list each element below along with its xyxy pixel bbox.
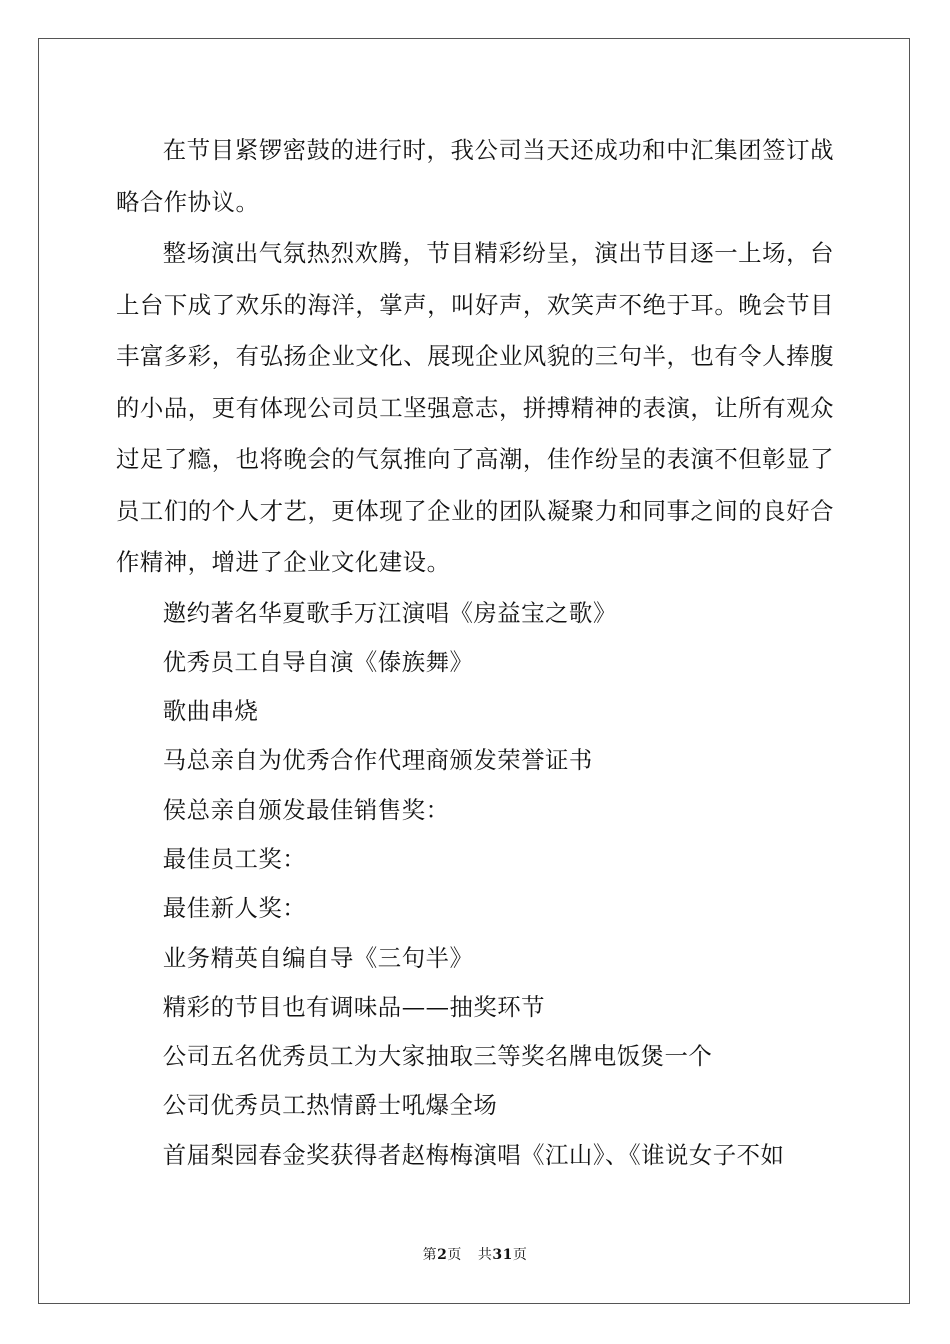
text-line: 公司优秀员工热情爵士吼爆全场 <box>162 1091 498 1120</box>
paragraph: 在节目紧锣密鼓的进行时，我公司当天还成功和中汇集团签订战略合作协议。 <box>116 136 834 216</box>
text-line: 侯总亲自颁发最佳销售奖： <box>162 795 450 824</box>
text-line: 优秀员工自导自演《傣族舞》 <box>162 647 474 676</box>
total-pages-label <box>478 1247 527 1263</box>
text-line: 马总亲自为优秀合作代理商颁发荣誉证书 <box>162 746 593 775</box>
page-number-label <box>423 1247 462 1263</box>
text-line: 首届梨园春金奖获得者赵梅梅演唱《江山》、《谁说女子不如 <box>162 1140 785 1169</box>
page-prefix: 第 <box>422 1247 438 1263</box>
text-line: 业务精英自编自导《三句半》 <box>162 943 474 972</box>
page-footer <box>0 1246 950 1264</box>
paragraph: 整场演出气氛热烈欢腾，节目精彩纷呈，演出节目逐一上场，台上台下成了欢乐的海洋，掌声，叫好声，欢笑声不绝于耳。晚会节目丰富多彩，有弘扬企业文化、展现企业风貌的三句半，也有令人捧腹的小品，更有体现公司员工坚强意志，拼搏精神的表演，让所有观众过足了瘾，也将晚会的气氛推向了高潮，佳作纷呈的表演不但彰显了员工们的个人才艺，更体现了企业的团队凝聚力和同事之间的良好合作精神，增进了企业文化建设。 <box>116 239 834 576</box>
total-prefix: 共 <box>477 1247 493 1263</box>
text-line: 精彩的节目也有调味品——抽奖环节 <box>162 992 546 1021</box>
text-line: 歌曲串烧 <box>162 697 259 726</box>
page-suffix: 页 <box>447 1247 462 1263</box>
text-line: 邀约著名华夏歌手万江演唱《房益宝之歌》 <box>162 598 617 627</box>
text-line: 最佳新人奖： <box>162 894 307 923</box>
text-line: 最佳员工奖： <box>162 844 307 873</box>
total-suffix: 页 <box>512 1247 528 1263</box>
page-number: 2 <box>437 1247 448 1263</box>
text-line: 公司五名优秀员工为大家抽取三等奖名牌电饭煲一个 <box>162 1042 713 1071</box>
total-pages: 31 <box>492 1247 513 1263</box>
document-body <box>116 125 834 1180</box>
